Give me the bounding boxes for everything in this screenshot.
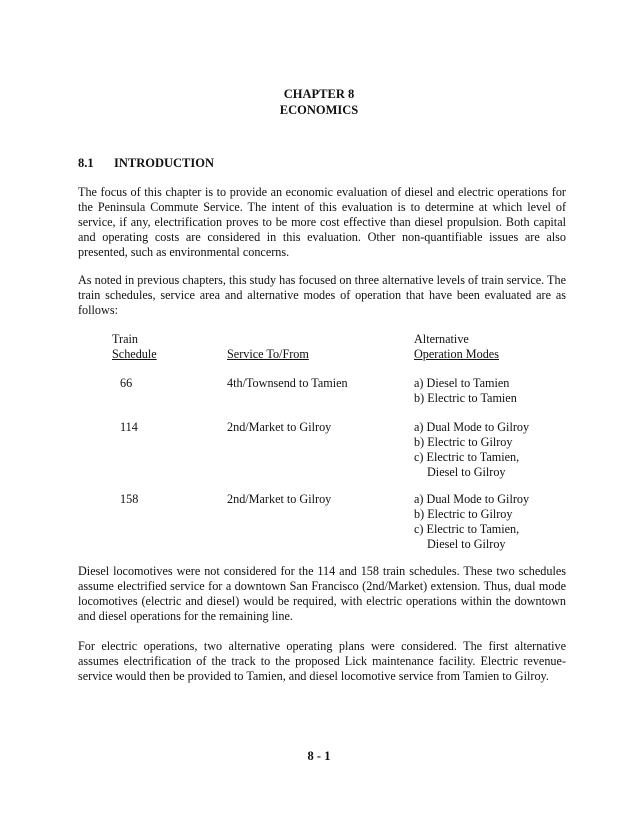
chapter-heading [0,86,638,118]
header-modes: Operation Modes [414,347,499,361]
cell-service: 4th/Townsend to Tamien [227,376,348,390]
header-operation-modes [414,332,499,362]
section-heading [78,156,214,171]
paragraph-electric-operations: For electric operations, two alternative operating plans were considered. The first alternative assumes electrification of the track to the proposed Lick maintenance facility. Electric revenue-service would then be provided to Tamien, and diesel locomotive service from Tamien to Gilroy. [78,639,566,683]
chapter-title: ECONOMICS [279,103,359,117]
header-service: Service To/From [227,347,309,361]
cell-schedule: 158 [120,492,139,506]
cell-service: 2nd/Market to Gilroy [227,492,332,506]
cell-modes: a) Dual Mode to Gilroy b) Electric to Gilroy c) Electric to Tamien, Diesel to Gilroy [414,420,530,479]
header-train-schedule [112,332,157,362]
cell-service: 2nd/Market to Gilroy [227,420,332,434]
cell-modes: a) Dual Mode to Gilroy b) Electric to Gilroy c) Electric to Tamien, Diesel to Gilroy [414,492,530,551]
section-title: INTRODUCTION [114,156,215,170]
cell-schedule: 66 [120,376,133,390]
header-train: Train [112,332,138,346]
header-alternative: Alternative [414,332,469,346]
page-number: 8 - 1 [307,749,331,763]
chapter-label: CHAPTER 8 [283,87,355,101]
paragraph-service-levels: As noted in previous chapters, this study has focused on three alternative levels of train service. The train schedules, service area and alternative modes of operation that have been evaluated are as follows: [78,273,566,317]
header-schedule: Schedule [112,347,157,361]
paragraph-diesel-locomotives: Diesel locomotives were not considered for the 114 and 158 train schedules. These two schedules assume electrified service for a downtown San Francisco (2nd/Market) extension. Thus, dual mode locomotives (electric and diesel) would be required, with electric operations within the downtown and diesel operations for the remaining line. [78,564,566,623]
paragraph-focus: The focus of this chapter is to provide an economic evaluation of diesel and electric operations for the Peninsula Commute Service. The intent of this evaluation is to determine at which level of service, if any, electrification proves to be more cost effective than diesel propulsion. Both capital and operating costs are considered in this evaluation. Other non-quantifiable issues are also presented, such as environmental concerns. [78,185,566,259]
section-number: 8.1 [78,156,94,170]
cell-modes: a) Diesel to Tamien b) Electric to Tamien [414,376,517,405]
cell-schedule: 114 [120,420,138,434]
